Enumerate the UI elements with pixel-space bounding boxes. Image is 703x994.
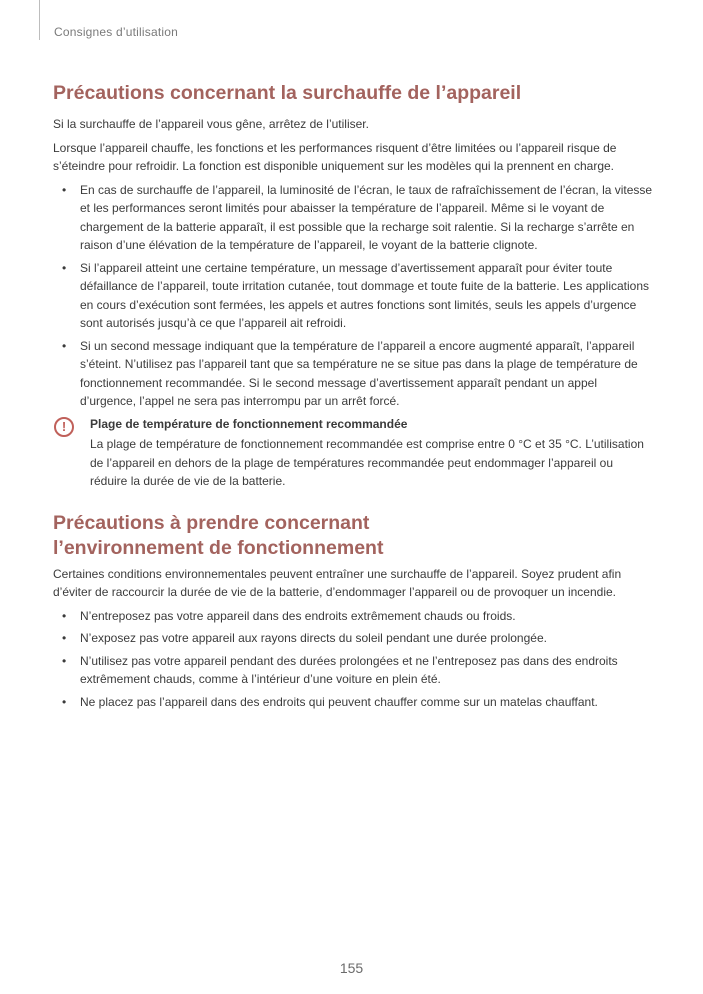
list-item-text: En cas de surchauffe de l’appareil, la luminosité de l’écran, le taux de rafraîchissement de l’écran, la vitesse et les performances seront limités pour abaisser la température de l’appareil. Même si le voyant de chargement de la batterie apparaît, il est possible que la recharge soit ralentie. Si la recharge s’arrête en raison d’une élévation de la température de l’appareil, le voyant de la batterie clignote. [80,182,653,252]
list-item-text: Ne placez pas l’appareil dans des endroits qui peuvent chauffer comme sur un matelas chauffant. [80,694,598,709]
list-item-text: Si un second message indiquant que la température de l’appareil a encore augmenté apparaît, l’appareil s’éteint. N’utilisez pas l’appareil tant que sa température ne se situe pas dans la plage de température de fonctionnement recommandée. Si le second message d’avertissement apparaît pendant un appel d’urgence, l’appel ne sera pas interrompu par un arrêt forcé. [80,338,638,408]
page-number: 155 [339,960,364,976]
environment-paragraph: Certaines conditions environnementales peuvent entraîner une surchauffe de l’appareil. Soyez prudent afin d’éviter de raccourcir la durée de vie de la batterie, d’endommager l’appareil ou de provoquer un incendie. [53,566,622,599]
bullet-icon: • [62,608,67,623]
list-item-text: N’entreposez pas votre appareil dans des endroits extrêmement chauds ou froids. [80,608,516,623]
list-item-text: N’exposez pas votre appareil aux rayons directs du soleil pendant une durée prolongée. [80,631,547,645]
bullet-icon: • [62,338,67,353]
section-heading-environment: Précautions à prendre concernant l’environnement de fonctionnement [53,511,384,559]
caution-note [53,415,653,491]
bullet-icon: • [62,631,67,645]
list-item [53,337,653,411]
environment-list [53,607,653,712]
warning-icon: ! [54,417,74,437]
list-item-text: Si l’appareil atteint une certaine température, un message d’avertissement apparaît pour éviter toute défaillance de l’appareil, toute irritation cutanée, tout dommage et toute fuite de la batterie. Les applications en cours d’exécution sont fermées, les appels et autres fonctions sont limités, seuls les appels d’urgence sont autorisés jusqu’à ce que l’appareil ait refroidi. [80,260,650,330]
list-item [53,629,653,648]
note-title: Plage de température de fonctionnement recommandée [90,416,408,431]
overheating-list [53,181,653,411]
body-paragraph: Lorsque l’appareil chauffe, les fonctions et les performances risquent d’être limitées ou l’appareil risque de s’éteindre pour refroidir. La fonction est disponible uniquement sur les modèles qui la prennent en charge. [53,140,617,173]
section-heading-overheating: Précautions concernant la surchauffe de l’appareil [53,82,522,104]
header-divider [39,0,40,40]
running-header: Consignes d’utilisation [54,25,179,39]
bullet-icon: • [62,653,67,668]
list-item [53,693,653,712]
bullet-icon: • [62,694,67,709]
list-item [53,607,653,626]
list-item [53,259,653,333]
intro-paragraph: Si la surchauffe de l’appareil vous gêne, arrêtez de l’utiliser. [53,117,369,131]
bullet-icon: • [62,260,67,275]
list-item [53,652,653,689]
list-item-text: N’utilisez pas votre appareil pendant des durées prolongées et ne l’entreposez pas dans des endroits extrêmement chauds, comme à l’intérieur d’une voiture en plein été. [80,653,618,686]
page-content [53,81,653,715]
list-item [53,181,653,255]
note-body: La plage de température de fonctionnement recommandée est comprise entre 0 °C et 35 °C. L’utilisation de l’appareil en dehors de la plage de températures recommandée peut endommager l’appareil ou réduire la durée de vie de la batterie. [90,437,644,488]
bullet-icon: • [62,182,67,197]
